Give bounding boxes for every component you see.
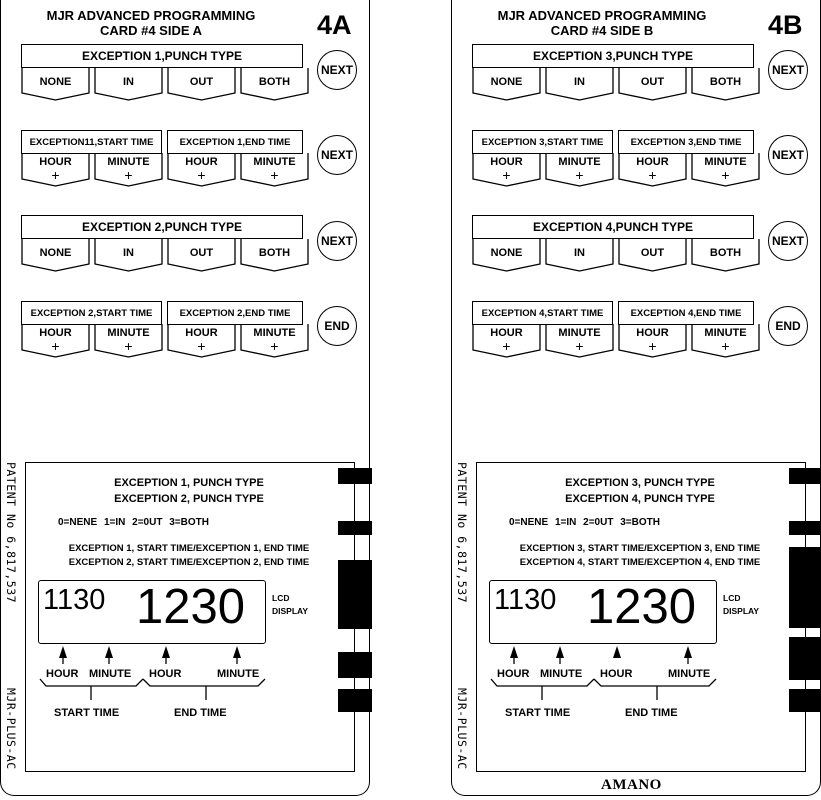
- timing-bar: [789, 689, 821, 712]
- punch3-in-button[interactable]: [545, 68, 614, 102]
- hour-label: HOUR: [39, 326, 72, 339]
- start-time-label: START TIME: [54, 707, 120, 719]
- punch2-both-label: BOTH: [258, 247, 291, 259]
- punch3-in-label: IN: [574, 76, 585, 88]
- end-button[interactable]: END: [768, 306, 808, 346]
- plus-icon: +: [721, 167, 730, 183]
- next-button[interactable]: NEXT: [317, 50, 357, 90]
- punch1-out-button[interactable]: [167, 68, 236, 102]
- lcd-pointer-diagram: [477, 463, 803, 769]
- next-button[interactable]: NEXT: [768, 135, 808, 175]
- exception-1-end-time-header: EXCEPTION 1,END TIME: [167, 130, 303, 154]
- exception-2-start-time-header: EXCEPTION 2,START TIME: [21, 301, 162, 325]
- ref-punch-line-2: EXCEPTION 2, PUNCH TYPE: [114, 493, 264, 505]
- punch1-none-label: NONE: [39, 76, 72, 88]
- plus-icon: +: [197, 338, 206, 354]
- plus-icon: +: [575, 338, 584, 354]
- title-line-1: MJR ADVANCED PROGRAMMING: [46, 8, 256, 23]
- punch1-in-button[interactable]: [94, 68, 163, 102]
- end2-minute-button[interactable]: [240, 324, 309, 358]
- plus-icon: +: [197, 167, 206, 183]
- punch4-out-label: OUT: [640, 247, 665, 259]
- exception-4-punch-type-header: EXCEPTION 4,PUNCH TYPE: [472, 215, 754, 239]
- lcd-label-line-1: LCD: [723, 593, 741, 603]
- ref-time-line-1: EXCEPTION 3, START TIME/EXCEPTION 3, END TIME: [519, 543, 761, 554]
- reference-panel: [25, 462, 355, 772]
- minute-label: MINUTE: [253, 326, 296, 339]
- plus-icon: +: [270, 167, 279, 183]
- start3-minute-button[interactable]: [545, 153, 614, 187]
- plus-icon: +: [648, 338, 657, 354]
- plus-icon: +: [502, 167, 511, 183]
- patent-text: PATENT No 6,817,537: [4, 462, 18, 604]
- end-time-label: END TIME: [625, 707, 678, 719]
- start1-minute-button[interactable]: [94, 153, 163, 187]
- timing-bar: [789, 547, 821, 628]
- minute-label: MINUTE: [107, 155, 150, 168]
- timing-bar: [338, 652, 372, 678]
- plus-icon: +: [270, 338, 279, 354]
- start4-hour-button[interactable]: [472, 324, 541, 358]
- minute-pointer-label: MINUTE: [217, 668, 260, 680]
- exception-3-start-time-header: EXCEPTION 3,START TIME: [472, 130, 613, 154]
- exception-4-end-time-header: EXCEPTION 4,END TIME: [618, 301, 754, 325]
- punch2-both-button[interactable]: [240, 239, 309, 273]
- minute-label: MINUTE: [253, 155, 296, 168]
- plus-icon: +: [51, 338, 60, 354]
- punch1-both-button[interactable]: [240, 68, 309, 102]
- plus-icon: +: [124, 167, 133, 183]
- start-time-label: START TIME: [505, 707, 571, 719]
- model-text: MJR-PLUS-AC: [4, 688, 18, 770]
- hour-pointer-label: HOUR: [149, 668, 182, 680]
- reference-panel: [476, 462, 806, 772]
- minute-label: MINUTE: [558, 155, 601, 168]
- plus-icon: +: [721, 338, 730, 354]
- exception-3-end-time-header: EXCEPTION 3,END TIME: [618, 130, 754, 154]
- plus-icon: +: [502, 338, 511, 354]
- end3-hour-button[interactable]: [618, 153, 687, 187]
- card-badge: 4A: [317, 10, 352, 40]
- punch3-out-button[interactable]: [618, 68, 687, 102]
- plus-icon: +: [575, 167, 584, 183]
- hour-label: HOUR: [636, 155, 669, 168]
- card-title: [21, 8, 281, 38]
- minute-label: MINUTE: [558, 326, 601, 339]
- end4-hour-button[interactable]: [618, 324, 687, 358]
- lcd-end-time: 1230: [136, 580, 246, 634]
- next-button[interactable]: NEXT: [768, 50, 808, 90]
- lcd-start-time: 1130: [43, 584, 106, 616]
- ref-punch-line-1: EXCEPTION 1, PUNCH TYPE: [114, 477, 264, 489]
- timing-bar: [338, 560, 372, 629]
- punch1-in-label: IN: [123, 76, 134, 88]
- ref-punch-line-2: EXCEPTION 4, PUNCH TYPE: [565, 493, 715, 505]
- card-4a: [0, 0, 370, 796]
- hour-pointer-label: HOUR: [600, 668, 633, 680]
- title-line-2: CARD #4 SIDE A: [99, 23, 203, 38]
- timing-bar: [789, 468, 821, 484]
- end-time-label: END TIME: [174, 707, 227, 719]
- punch1-both-label: BOTH: [258, 76, 291, 88]
- title-line-1: MJR ADVANCED PROGRAMMING: [497, 8, 707, 23]
- punch3-none-label: NONE: [490, 76, 523, 88]
- minute-label: MINUTE: [107, 326, 150, 339]
- minute-label: MINUTE: [704, 155, 747, 168]
- end-button[interactable]: END: [317, 306, 357, 346]
- ref-time-line-2: EXCEPTION 2, START TIME/EXCEPTION 2, END TIME: [68, 557, 310, 568]
- punch2-in-button[interactable]: [94, 239, 163, 273]
- exception-1-punch-type-header: EXCEPTION 1,PUNCH TYPE: [21, 44, 303, 68]
- hour-label: HOUR: [490, 155, 523, 168]
- lcd-label-line-2: DISPLAY: [723, 606, 760, 616]
- end4-minute-button[interactable]: [691, 324, 760, 358]
- hour-label: HOUR: [636, 326, 669, 339]
- next-button[interactable]: NEXT: [317, 135, 357, 175]
- timing-bar: [789, 637, 821, 680]
- timing-bar: [789, 521, 821, 535]
- hour-label: HOUR: [185, 326, 218, 339]
- plus-icon: +: [124, 338, 133, 354]
- start2-hour-button[interactable]: [21, 324, 90, 358]
- end1-hour-button[interactable]: [167, 153, 236, 187]
- punch3-out-label: OUT: [640, 76, 665, 88]
- ref-time-line-2: EXCEPTION 4, START TIME/EXCEPTION 4, END TIME: [519, 557, 761, 568]
- hour-pointer-label: HOUR: [497, 668, 530, 680]
- punch1-out-label: OUT: [189, 76, 214, 88]
- punch4-in-button[interactable]: [545, 239, 614, 273]
- punch2-out-button[interactable]: [167, 239, 236, 273]
- punch4-none-button[interactable]: [472, 239, 541, 273]
- exception-3-punch-type-header: EXCEPTION 3,PUNCH TYPE: [472, 44, 754, 68]
- hour-label: HOUR: [185, 155, 218, 168]
- exception-4-start-time-header: EXCEPTION 4,START TIME: [472, 301, 613, 325]
- lcd-start-time: 1130: [494, 584, 557, 616]
- timing-bar: [338, 468, 372, 484]
- model-text: MJR-PLUS-AC: [455, 688, 469, 770]
- punch3-both-button[interactable]: [691, 68, 760, 102]
- lcd-label-line-2: DISPLAY: [272, 606, 309, 616]
- punch2-out-label: OUT: [189, 247, 214, 259]
- minute-label: MINUTE: [704, 326, 747, 339]
- brand-logo: AMANO: [601, 777, 662, 793]
- exception-2-punch-type-header: EXCEPTION 2,PUNCH TYPE: [21, 215, 303, 239]
- punch4-out-button[interactable]: [618, 239, 687, 273]
- hour-label: HOUR: [490, 326, 523, 339]
- plus-icon: +: [51, 167, 60, 183]
- title-line-2: CARD #4 SIDE B: [550, 23, 654, 38]
- punch2-none-button[interactable]: [21, 239, 90, 273]
- card-4b: [451, 0, 821, 796]
- start2-minute-button[interactable]: [94, 324, 163, 358]
- card-badge: 4B: [768, 10, 803, 40]
- start3-hour-button[interactable]: [472, 153, 541, 187]
- punch4-both-button[interactable]: [691, 239, 760, 273]
- minute-pointer-label: MINUTE: [540, 668, 583, 680]
- next-button[interactable]: NEXT: [768, 221, 808, 261]
- punch2-in-label: IN: [123, 247, 134, 259]
- punch-code-legend: 0=NENE 1=IN 2=0UT 3=BOTH: [509, 517, 660, 528]
- hour-label: HOUR: [39, 155, 72, 168]
- lcd-pointer-diagram: [26, 463, 352, 769]
- hour-pointer-label: HOUR: [46, 668, 79, 680]
- punch4-none-label: NONE: [490, 247, 523, 259]
- lcd-end-time: 1230: [587, 580, 697, 634]
- punch1-none-button[interactable]: [21, 68, 90, 102]
- punch3-none-button[interactable]: [472, 68, 541, 102]
- patent-text: PATENT No 6,817,537: [455, 462, 469, 604]
- end2-hour-button[interactable]: [167, 324, 236, 358]
- exception-1-start-time-header: EXCEPTION11,START TIME: [21, 130, 162, 154]
- ref-time-line-1: EXCEPTION 1, START TIME/EXCEPTION 1, END TIME: [68, 543, 310, 554]
- timing-bar: [338, 689, 372, 712]
- lcd-label-line-1: LCD: [272, 593, 290, 603]
- plus-icon: +: [648, 167, 657, 183]
- ref-punch-line-1: EXCEPTION 3, PUNCH TYPE: [565, 477, 715, 489]
- punch3-both-label: BOTH: [709, 76, 742, 88]
- exception-2-end-time-header: EXCEPTION 2,END TIME: [167, 301, 303, 325]
- next-button[interactable]: NEXT: [317, 221, 357, 261]
- minute-pointer-label: MINUTE: [89, 668, 132, 680]
- punch2-none-label: NONE: [39, 247, 72, 259]
- minute-pointer-label: MINUTE: [668, 668, 711, 680]
- start4-minute-button[interactable]: [545, 324, 614, 358]
- start1-hour-button[interactable]: [21, 153, 90, 187]
- punch4-both-label: BOTH: [709, 247, 742, 259]
- end1-minute-button[interactable]: [240, 153, 309, 187]
- punch4-in-label: IN: [574, 247, 585, 259]
- end3-minute-button[interactable]: [691, 153, 760, 187]
- timing-bar: [338, 521, 372, 535]
- card-title: [472, 8, 732, 38]
- punch-code-legend: 0=NENE 1=IN 2=0UT 3=BOTH: [58, 517, 209, 528]
